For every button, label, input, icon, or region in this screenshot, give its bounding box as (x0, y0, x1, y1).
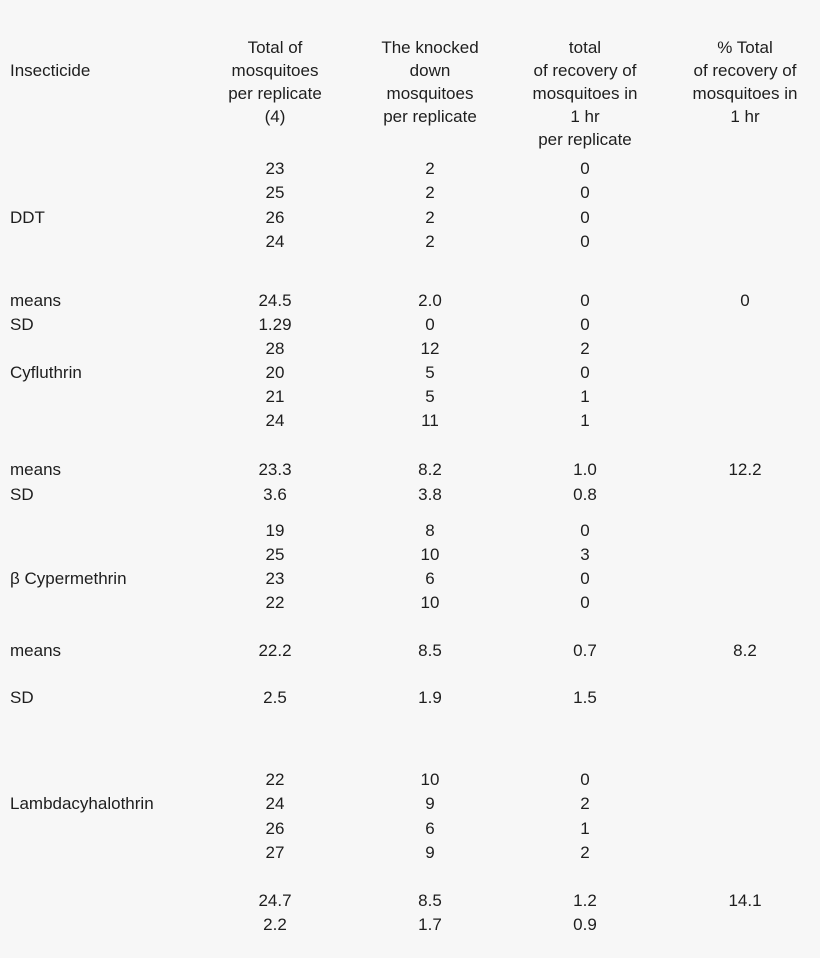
table-cell: 11 (421, 411, 439, 430)
column-header-line: (4) (264, 107, 286, 126)
table-cell: 0 (740, 291, 750, 310)
table-cell: 1.2 (573, 891, 597, 910)
table-cell: 10 (420, 593, 440, 612)
table-cell: 9 (425, 794, 435, 813)
table-cell: 2 (580, 843, 590, 862)
table-cell: 28 (265, 339, 285, 358)
table-cell: 23.3 (258, 460, 292, 479)
group-label-ddt: DDT (10, 208, 45, 227)
table-cell: 6 (425, 569, 435, 588)
table-cell: 3.6 (263, 485, 287, 504)
column-header-line: 1 hr (570, 107, 600, 126)
table-cell: 24.5 (258, 291, 292, 310)
table-cell: 8.5 (418, 891, 442, 910)
group-label-lambdacyhalothrin: Lambdacyhalothrin (10, 794, 154, 813)
table-cell: 2.5 (263, 688, 287, 707)
column-header-line: Total of (247, 38, 303, 57)
column-header-insecticide: Insecticide (10, 61, 91, 80)
row-label-means: means (10, 641, 62, 660)
group-label-beta-cypermethrin: β Cypermethrin (10, 569, 127, 588)
table-cell: 1 (580, 411, 590, 430)
column-header-line: 1 hr (730, 107, 760, 126)
table-cell: 22 (265, 593, 285, 612)
table-cell: 8.5 (418, 641, 442, 660)
table-cell: 24 (265, 232, 285, 251)
table-cell: 2 (425, 232, 435, 251)
table-cell: 8.2 (418, 460, 442, 479)
table-cell: 2 (580, 339, 590, 358)
table-cell: 0 (580, 569, 590, 588)
table-cell: 1 (580, 819, 590, 838)
table-cell: 2.0 (418, 291, 442, 310)
table-cell: 2 (425, 183, 435, 202)
table-cell: 25 (265, 183, 285, 202)
column-header-line: per replicate (228, 84, 322, 103)
table-cell: 27 (265, 843, 285, 862)
table-cell: 22 (265, 770, 285, 789)
table-cell: 14.1 (728, 891, 762, 910)
column-header-line: total (568, 38, 602, 57)
table-cell: 25 (265, 545, 285, 564)
table-cell: 5 (425, 363, 435, 382)
table-cell: 12.2 (728, 460, 762, 479)
column-header-line: of recovery of (693, 61, 797, 80)
table-cell: 0 (580, 363, 590, 382)
table-cell: 23 (265, 159, 285, 178)
table-cell: 0 (580, 208, 590, 227)
table-cell: 2 (425, 208, 435, 227)
table-cell: 6 (425, 819, 435, 838)
column-header-line: mosquitoes in (692, 84, 798, 103)
table-cell: 0 (580, 291, 590, 310)
table-cell: 10 (420, 545, 440, 564)
table-cell: 3.8 (418, 485, 442, 504)
column-header-line: per replicate (538, 130, 632, 149)
table-cell: 1.5 (573, 688, 597, 707)
table-cell: 0 (425, 315, 435, 334)
column-header-recovery-percent (693, 36, 798, 128)
column-header-line: mosquitoes (231, 61, 319, 80)
table-cell: 0.7 (573, 641, 597, 660)
column-header-line: mosquitoes in (532, 84, 638, 103)
row-label-sd: SD (10, 485, 34, 504)
column-header-line: The knocked (381, 38, 479, 57)
column-header-knocked-down (381, 36, 478, 128)
table-cell: 8.2 (733, 641, 757, 660)
table-cell: 23 (265, 569, 285, 588)
table-cell: 12 (420, 339, 440, 358)
table-cell: 0.9 (573, 915, 597, 934)
table-cell: 22.2 (258, 641, 292, 660)
table-cell: 0 (580, 770, 590, 789)
table-cell: 26 (265, 208, 285, 227)
table-cell: 1.0 (573, 460, 597, 479)
table-cell: 2 (425, 159, 435, 178)
table-cell: 24 (265, 794, 285, 813)
column-header-line: of recovery of (533, 61, 637, 80)
column-header-line: % Total (717, 38, 773, 57)
table-cell: 1 (580, 387, 590, 406)
table-cell: 0 (580, 315, 590, 334)
table-cell: 26 (265, 819, 285, 838)
row-label-means: means (10, 291, 62, 310)
column-header-total-per-replicate (228, 36, 322, 128)
row-label-means: means (10, 460, 62, 479)
table-cell: 0 (580, 183, 590, 202)
group-label-cyfluthrin: Cyfluthrin (10, 363, 82, 382)
column-header-line: mosquitoes (386, 84, 474, 103)
table-cell: 3 (580, 545, 590, 564)
table-cell: 1.29 (258, 315, 292, 334)
table-cell: 0 (580, 521, 590, 540)
table-cell: 2 (580, 794, 590, 813)
table-cell: 21 (265, 387, 285, 406)
column-header-line: per replicate (383, 107, 477, 126)
table-cell: 8 (425, 521, 435, 540)
table-cell: 1.9 (418, 688, 442, 707)
row-label-sd: SD (10, 315, 34, 334)
row-label-sd: SD (10, 688, 34, 707)
table-cell: 20 (265, 363, 285, 382)
table-cell: 24.7 (258, 891, 292, 910)
table-cell: 1.7 (418, 915, 442, 934)
table-cell: 5 (425, 387, 435, 406)
column-header-line: down (409, 61, 451, 80)
table-cell: 0 (580, 232, 590, 251)
table-cell: 10 (420, 770, 440, 789)
table-cell: 24 (265, 411, 285, 430)
table-cell: 0 (580, 159, 590, 178)
table-cell: 19 (265, 521, 285, 540)
table-cell: 0 (580, 593, 590, 612)
table-cell: 2.2 (263, 915, 287, 934)
table-cell: 0.8 (573, 485, 597, 504)
column-header-recovery-total (533, 36, 638, 151)
table-cell: 9 (425, 843, 435, 862)
